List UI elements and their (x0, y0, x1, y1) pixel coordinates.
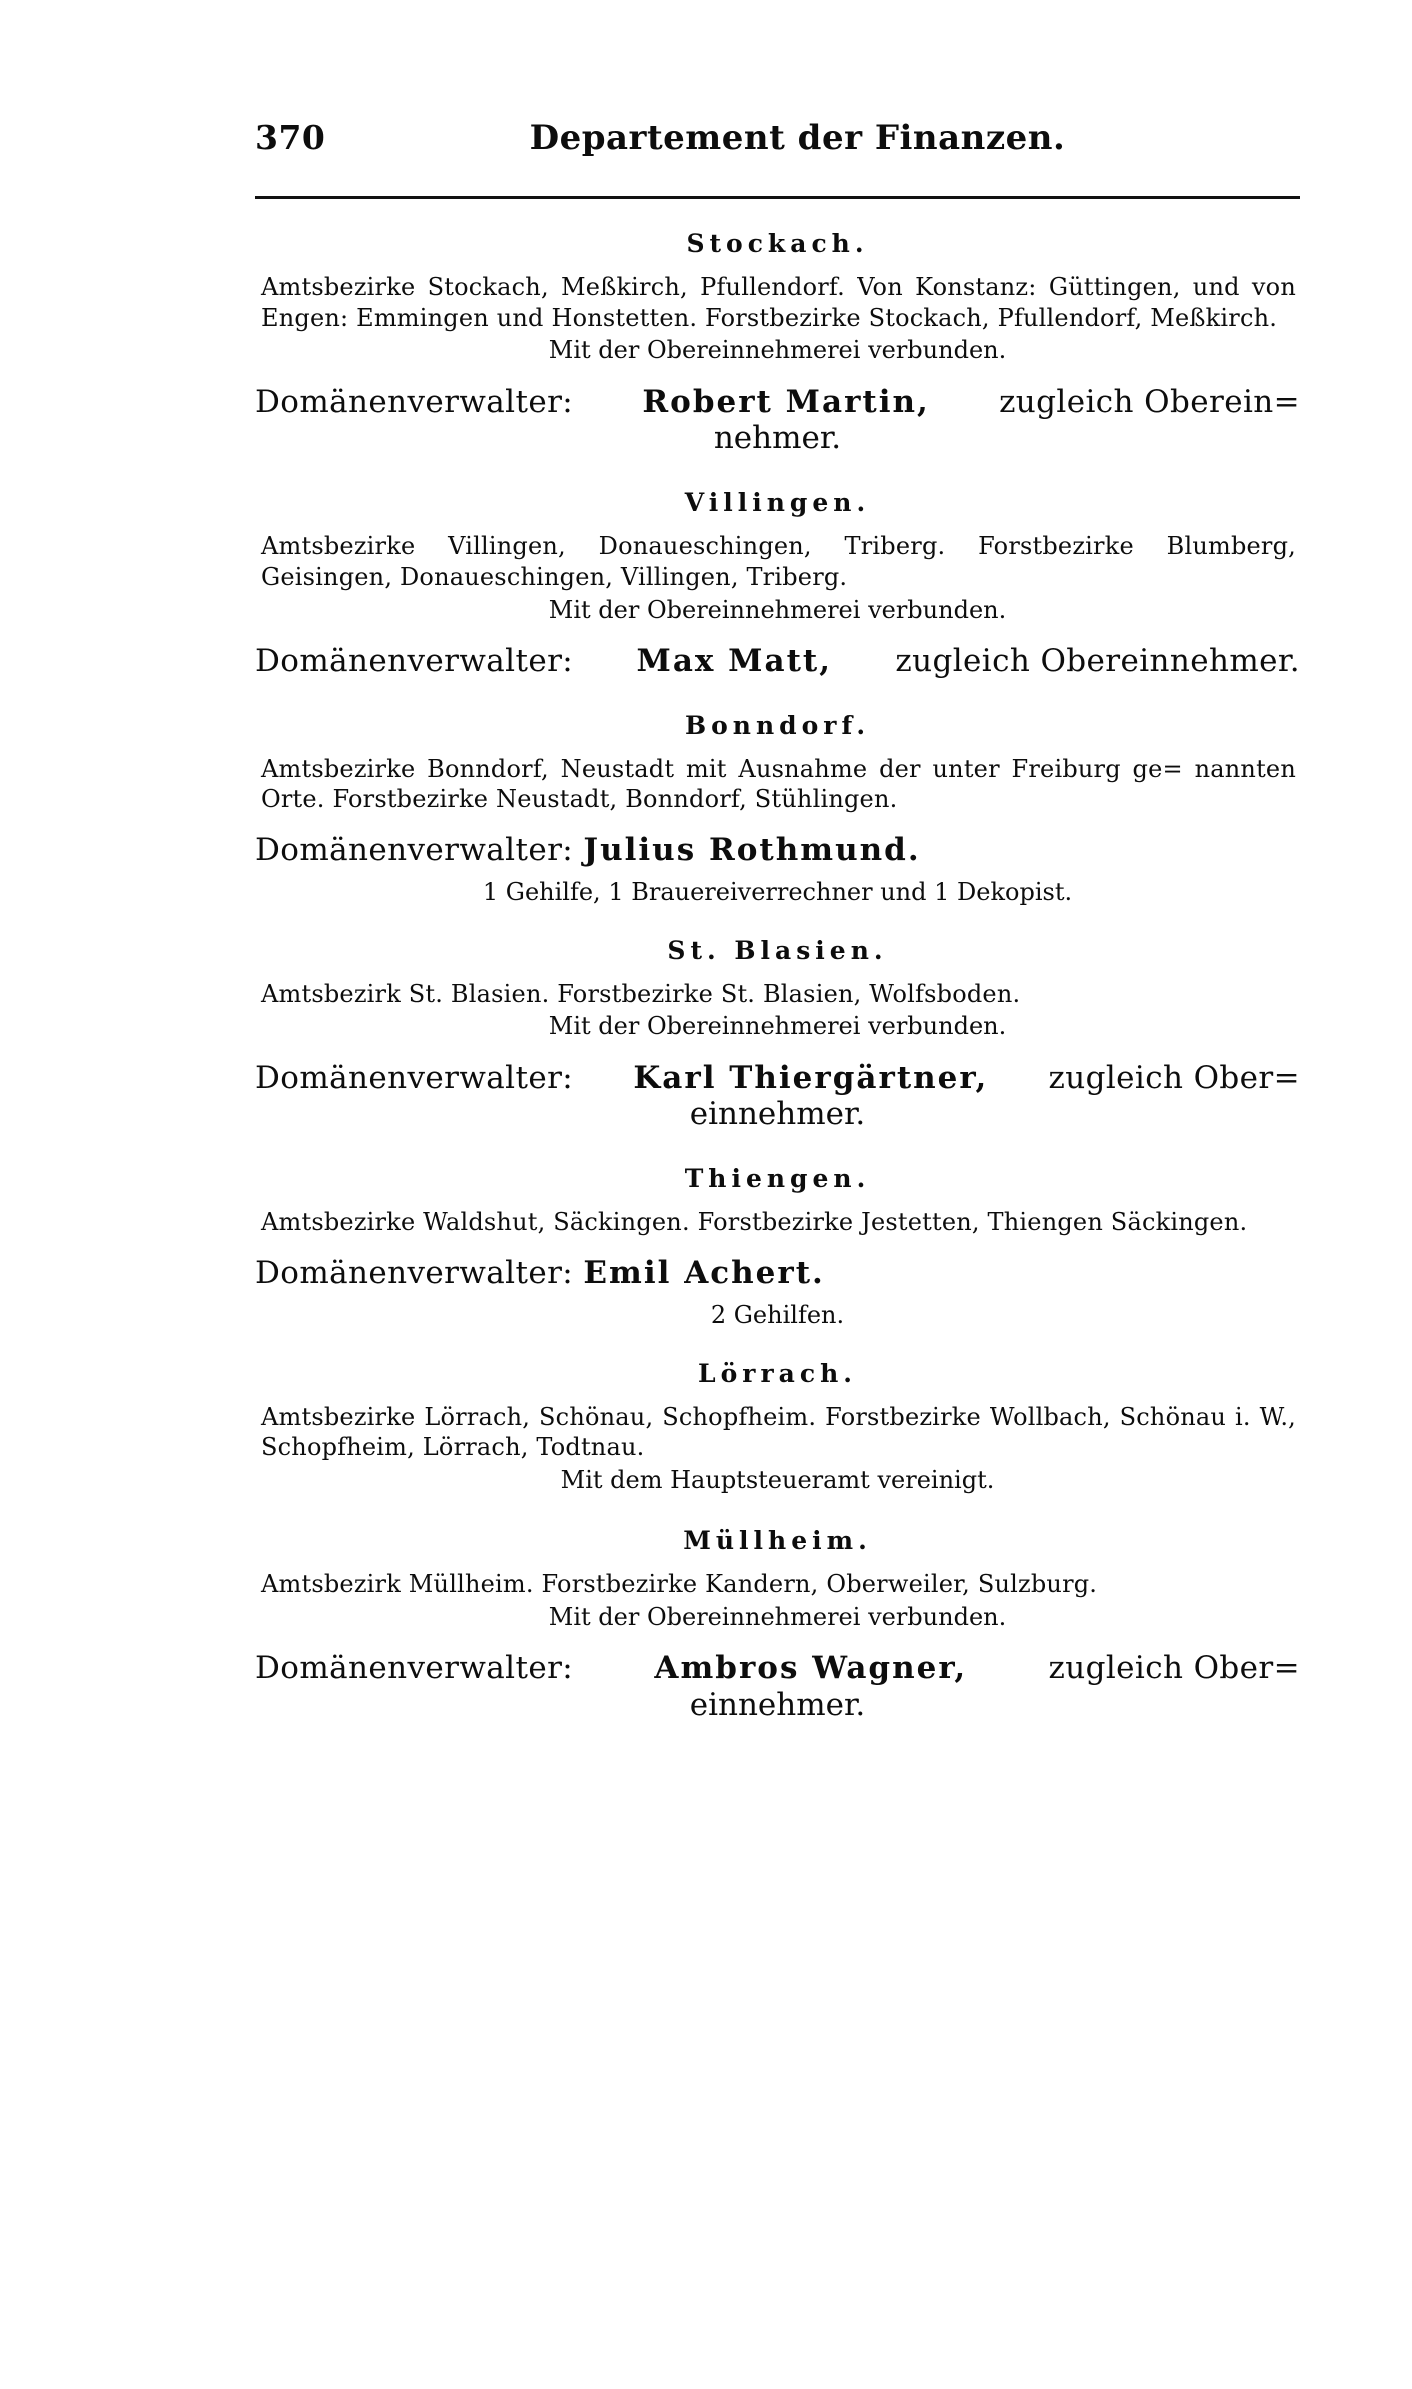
official-suffix: zugleich Ober= (1048, 1650, 1300, 1687)
official-suffix-continued: einnehmer. (689, 1096, 866, 1133)
official-name: Emil Achert. (583, 1254, 825, 1291)
official-name: Ambros Wagner, (654, 1650, 968, 1687)
district-section (255, 711, 1300, 906)
district-note: Mit der Obereinnehmerei verbunden. (548, 1602, 1007, 1631)
official-line (255, 642, 1300, 681)
official-line (255, 1649, 1300, 1688)
district-note: Mit der Obereinnehmerei verbunden. (548, 1012, 1007, 1041)
official-name: Robert Martin, (642, 383, 930, 420)
district-description: Amtsbezirke Lörrach, Schönau, Schopfheim. Forstbezirke Wollbach, Schönau i. W., Schopfheim, Lörrach, Todtnau. (261, 1402, 1296, 1462)
official-line (255, 831, 1300, 870)
district-section (255, 1164, 1300, 1328)
district-description: Amtsbezirke Stockach, Meßkirch, Pfullendorf. Von Konstanz: Güttingen, und von Engen: Emmingen und Honstetten. Forstbezirke Stockach, Pfullendorf, Meßkirch. (261, 273, 1296, 332)
district-description: Amtsbezirk Müllheim. Forstbezirke Kandern, Oberweiler, Sulzburg. (261, 1570, 1098, 1599)
official-label: Domänenverwalter: (255, 1650, 574, 1687)
official-label: Domänenverwalter: (255, 383, 574, 420)
official-name: Max Matt, (636, 642, 833, 679)
district-name: Lörrach. (698, 1358, 857, 1388)
page-number: 370 (255, 118, 326, 157)
official-name: Julius Rothmund. (583, 831, 921, 868)
district-note: Mit der Obereinnehmerei verbunden. (548, 336, 1007, 365)
district-section (255, 1359, 1300, 1497)
official-label: Domänenverwalter: (255, 1059, 574, 1096)
official-suffix: zugleich Ober= (1048, 1059, 1300, 1096)
district-section (255, 936, 1300, 1134)
district-description: Amtsbezirke Waldshut, Säckingen. Forstbezirke Jestetten, Thiengen Säckingen. (261, 1208, 1248, 1237)
district-description: Amtsbezirk St. Blasien. Forstbezirke St. Blasien, Wolfsboden. (261, 979, 1021, 1008)
official-suffix-continued: nehmer. (713, 420, 842, 457)
official-line (255, 1059, 1300, 1098)
official-line (255, 1254, 1300, 1293)
district-name: Bonndorf. (684, 710, 871, 740)
district-description: Amtsbezirke Bonndorf, Neustadt mit Ausnahme der unter Freiburg ge= nannten Orte. Forstbezirke Neustadt, Bonndorf, Stühlingen. (261, 754, 1296, 814)
district-name: St. Blasien. (667, 935, 888, 965)
district-section (255, 488, 1300, 680)
official-suffix: zugleich Oberein= (999, 383, 1300, 420)
district-name: Müllheim. (683, 1526, 872, 1556)
page-header (255, 118, 1300, 188)
running-head-title: Departement der Finanzen. (529, 118, 1066, 158)
official-suffix: zugleich Obereinnehmer. (895, 642, 1300, 679)
page-content (255, 118, 1300, 1725)
official-suffix-continued: einnehmer. (689, 1686, 866, 1723)
district-section (255, 1526, 1300, 1724)
official-line (255, 383, 1300, 422)
district-name: Villingen. (684, 488, 871, 518)
district-name: Thiengen. (684, 1164, 871, 1194)
official-label: Domänenverwalter: (255, 831, 574, 868)
official-label: Domänenverwalter: (255, 642, 574, 679)
district-name: Stockach. (686, 229, 869, 258)
staff-line: 2 Gehilfen. (710, 1300, 845, 1329)
district-section (255, 229, 1300, 458)
district-note: Mit der Obereinnehmerei verbunden. (548, 595, 1007, 624)
district-note: Mit dem Hauptsteueramt vereinigt. (560, 1466, 995, 1494)
official-name: Karl Thiergärtner, (633, 1059, 989, 1096)
staff-line: 1 Gehilfe, 1 Brauereiverrechner und 1 Dekopist. (482, 877, 1073, 906)
district-description: Amtsbezirke Villingen, Donaueschingen, Triberg. Forstbezirke Blumberg, Geisingen, Donaueschingen, Villingen, Triberg. (261, 532, 1296, 591)
header-rule (255, 196, 1300, 199)
official-label: Domänenverwalter: (255, 1254, 574, 1291)
